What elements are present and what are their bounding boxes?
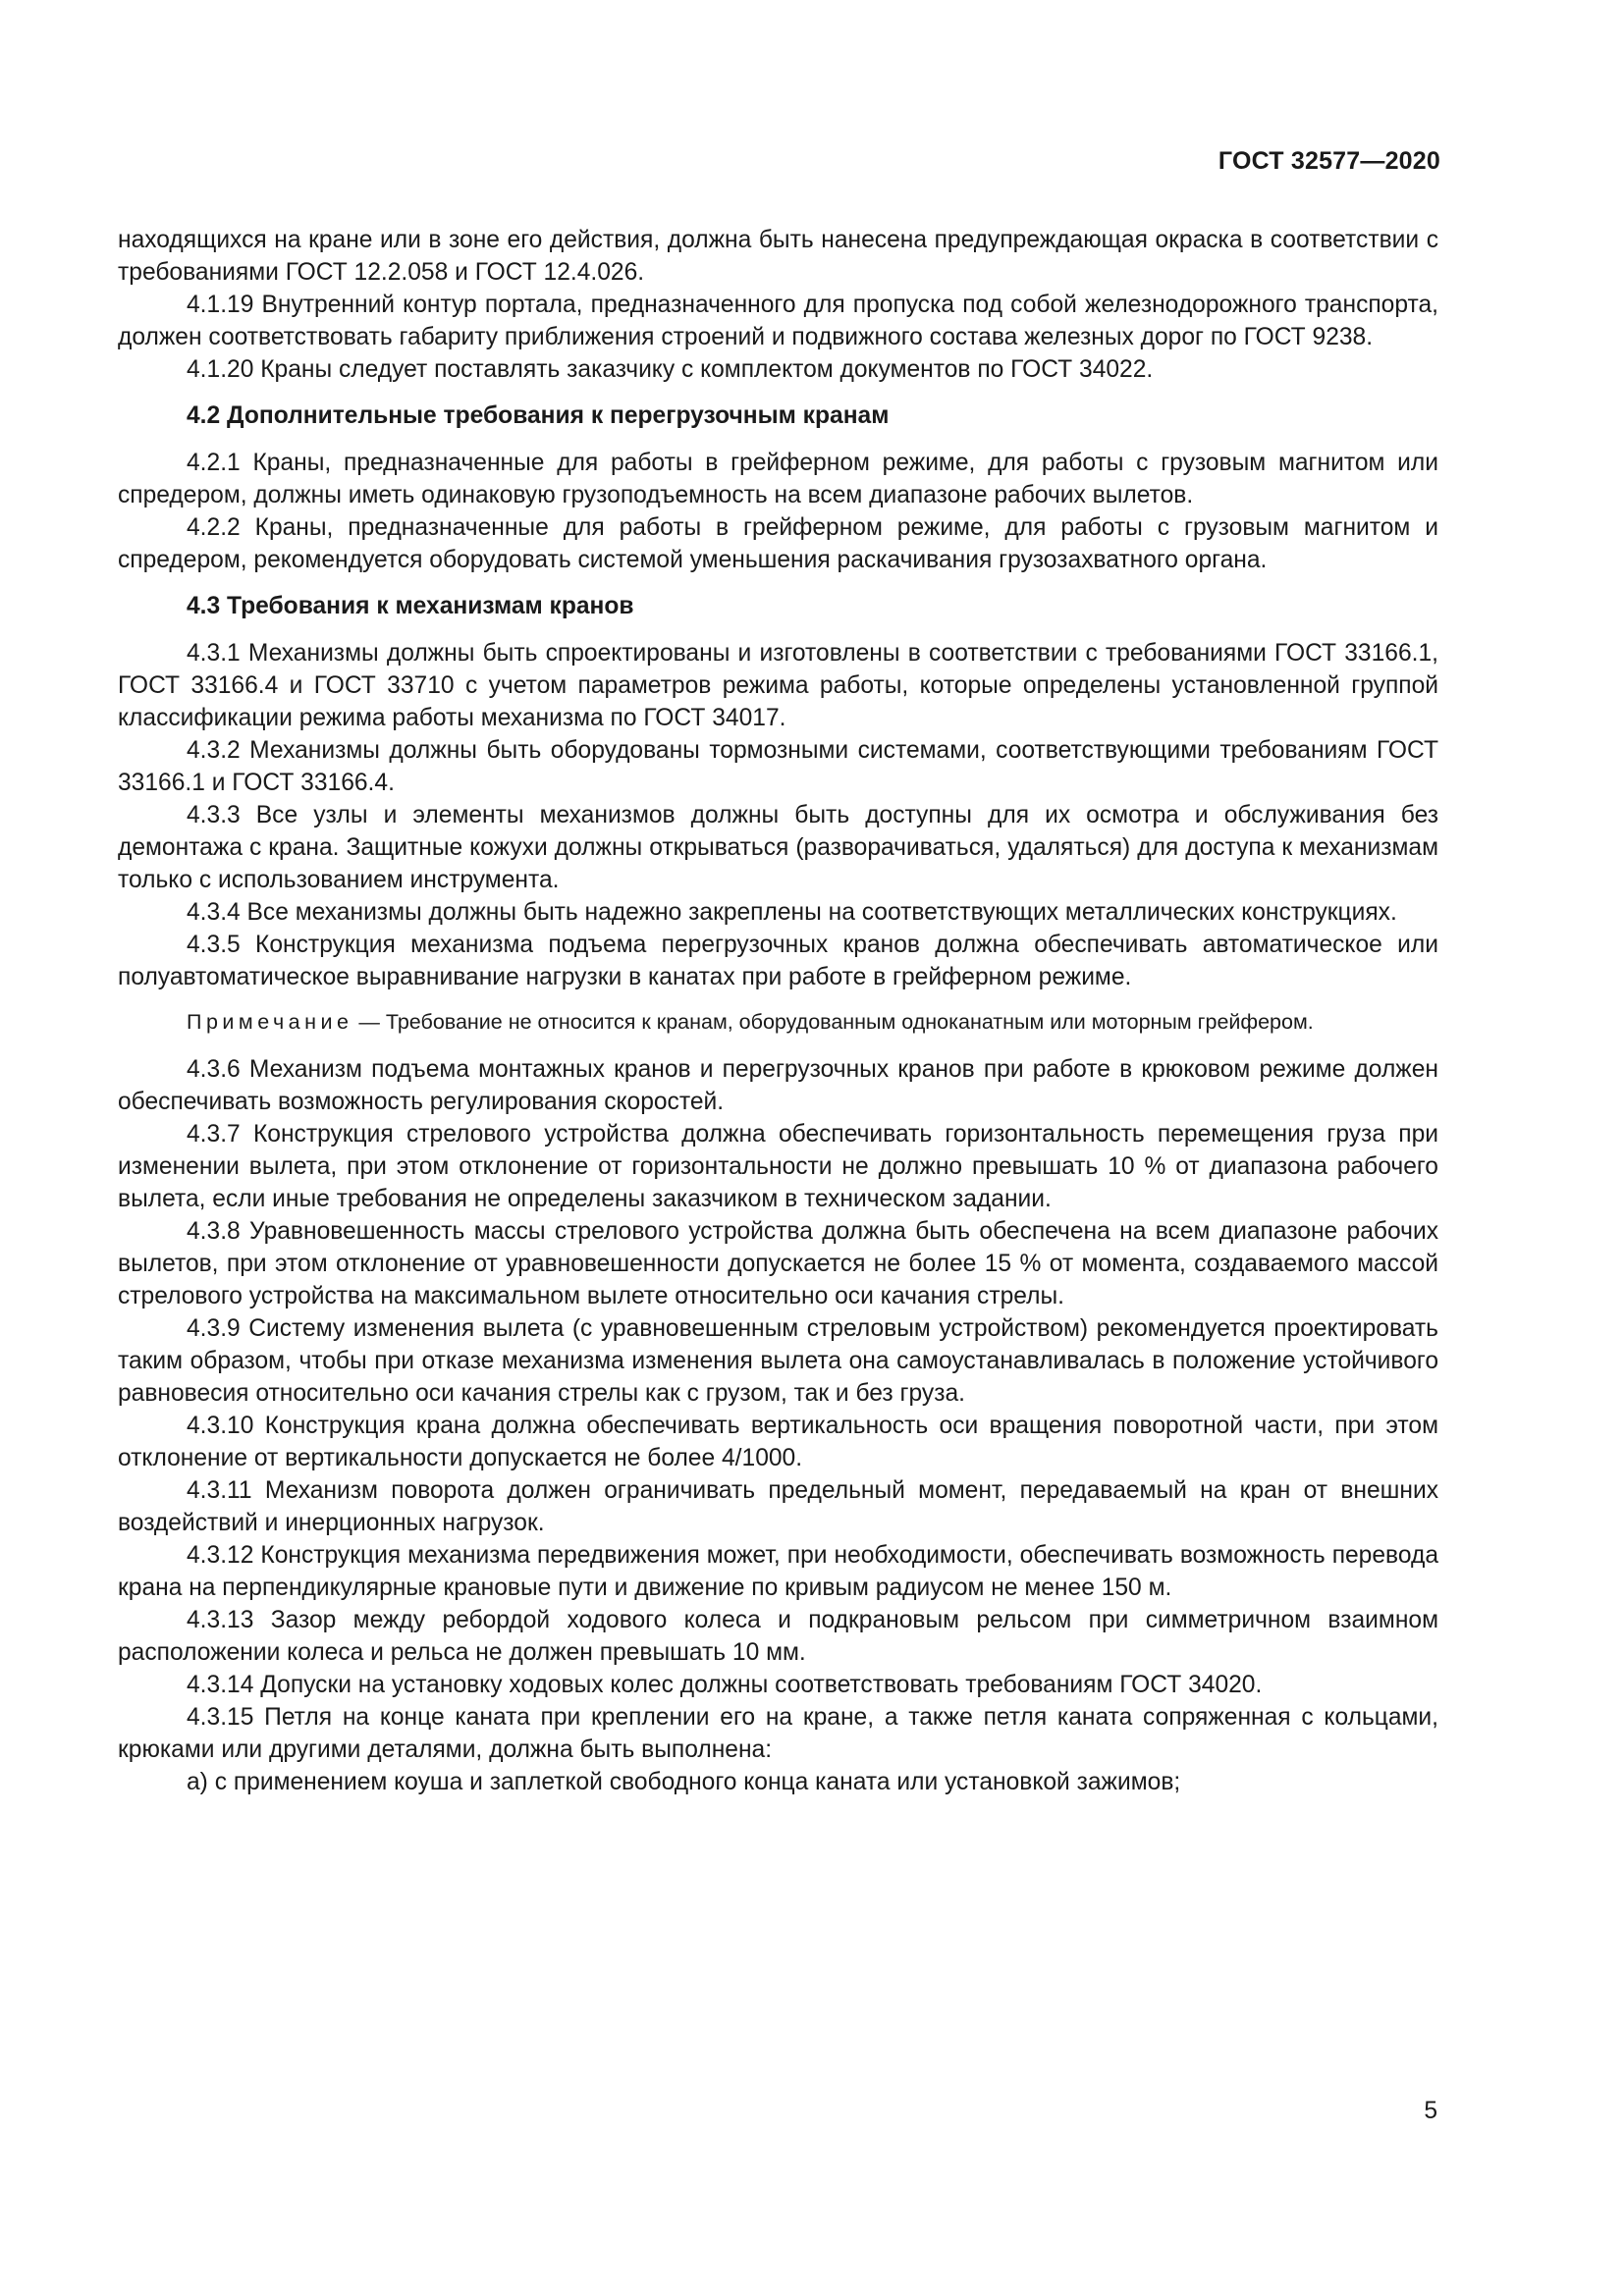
document-code-header: ГОСТ 32577—2020 xyxy=(1218,147,1440,175)
paragraph-4-3-13: 4.3.13 Зазор между ребордой ходового колеса и подкрановым рельсом при симметричном взаимном расположении колеса и рельса не должен превышать 10 мм. xyxy=(118,1607,1438,1666)
paragraph-4-3-9: 4.3.9 Систему изменения вылета (с уравновешенным стреловым устройством) рекомендуется проектировать таким образом, чтобы при отказе механизма изменения вылета она самоустанавливалась в положение устойчивого равновесия относительно оси качания стрелы как с грузом, так и без груза. xyxy=(118,1315,1438,1407)
paragraph-4-3-4: 4.3.4 Все механизмы должны быть надежно закреплены на соответствующих металлических конструкциях. xyxy=(187,899,1397,926)
paragraph-continuation: находящихся на кране или в зоне его действия, должна быть нанесена предупреждающая окраска в соответствии с требованиями ГОСТ 12.2.058 и ГОСТ 12.4.026. xyxy=(118,227,1438,286)
page-number: 5 xyxy=(1424,2098,1437,2124)
paragraph-4-3-2: 4.3.2 Механизмы должны быть оборудованы тормозными системами, соответствующими требованиям ГОСТ 33166.1 и ГОСТ 33166.4. xyxy=(118,737,1438,796)
note-text: — Требование не относится к кранам, оборудованным одноканатным или моторным грейфером. xyxy=(352,1010,1314,1034)
paragraph-4-1-20: 4.1.20 Краны следует поставлять заказчику с комплектом документов по ГОСТ 34022. xyxy=(187,356,1154,383)
section-heading-4-2: 4.2 Дополнительные требования к перегрузочным кранам xyxy=(187,402,890,429)
document-body xyxy=(118,224,1438,1798)
note-block xyxy=(118,1007,1438,1038)
paragraph-4-3-12: 4.3.12 Конструкция механизма передвижения может, при необходимости, обеспечивать возможность перевода крана на перпендикулярные крановые пути и движение по кривым радиусом не менее 150 м. xyxy=(118,1542,1438,1601)
paragraph-4-3-7: 4.3.7 Конструкция стрелового устройства должна обеспечивать горизонтальность перемещения груза при изменении вылета, при этом отклонение от горизонтальности не должно превышать 10 % от диапазона рабочего вылета, если иные требования не определены заказчиком в техническом задании. xyxy=(118,1121,1438,1212)
note-label: Примечание xyxy=(187,1010,353,1034)
paragraph-4-3-15: 4.3.15 Петля на конце каната при креплении его на кране, а также петля каната сопряженная с кольцами, крюками или другими деталями, должна быть выполнена: xyxy=(118,1704,1438,1763)
paragraph-4-3-3: 4.3.3 Все узлы и элементы механизмов должны быть доступны для их осмотра и обслуживания без демонтажа с крана. Защитные кожухи должны открываться (разворачиваться, удаляться) для доступа к механизмам только с использованием инструмента. xyxy=(118,802,1438,893)
paragraph-4-3-1: 4.3.1 Механизмы должны быть спроектированы и изготовлены в соответствии с требованиями ГОСТ 33166.1, ГОСТ 33166.4 и ГОСТ 33710 с учетом параметров режима работы, которые определены установленной группой классификации режима работы механизма по ГОСТ 34017. xyxy=(118,640,1438,731)
paragraph-4-1-19: 4.1.19 Внутренний контур портала, предназначенного для пропуска под собой железнодорожного транспорта, должен соответствовать габариту приближения строений и подвижного состава железных дорог по ГОСТ 9238. xyxy=(118,292,1438,350)
paragraph-4-3-11: 4.3.11 Механизм поворота должен ограничивать предельный момент, передаваемый на кран от внешних воздействий и инерционных нагрузок. xyxy=(118,1477,1438,1536)
paragraph-4-3-14: 4.3.14 Допуски на установку ходовых колес должны соответствовать требованиям ГОСТ 34020. xyxy=(187,1672,1263,1698)
paragraph-4-2-1: 4.2.1 Краны, предназначенные для работы в грейферном режиме, для работы с грузовым магнитом или спредером, должны иметь одинаковую грузоподъемность на всем диапазоне рабочих вылетов. xyxy=(118,450,1438,508)
paragraph-4-3-6: 4.3.6 Механизм подъема монтажных кранов и перегрузочных кранов при работе в крюковом режиме должен обеспечивать возможность регулирования скоростей. xyxy=(118,1056,1438,1115)
section-heading-4-3: 4.3 Требования к механизмам кранов xyxy=(187,593,634,619)
paragraph-4-3-10: 4.3.10 Конструкция крана должна обеспечивать вертикальность оси вращения поворотной части, при этом отклонение от вертикальности допускается не более 4/1000. xyxy=(118,1413,1438,1471)
paragraph-4-3-8: 4.3.8 Уравновешенность массы стрелового устройства должна быть обеспечена на всем диапазоне рабочих вылетов, при этом отклонение от уравновешенности допускается не более 15 % от момента, создаваемого массой стрелового устройства на максимальном вылете относительно оси качания стрелы. xyxy=(118,1218,1438,1309)
paragraph-4-3-5: 4.3.5 Конструкция механизма подъема перегрузочных кранов должна обеспечивать автоматическое или полуавтоматическое выравнивание нагрузки в канатах при работе в грейферном режиме. xyxy=(118,932,1438,990)
list-item-a: а) с применением коуша и заплеткой свободного конца каната или установкой зажимов; xyxy=(187,1769,1181,1795)
paragraph-4-2-2: 4.2.2 Краны, предназначенные для работы в грейферном режиме, для работы с грузовым магнитом и спредером, рекомендуется оборудовать системой уменьшения раскачивания грузозахватного органа. xyxy=(118,514,1438,573)
